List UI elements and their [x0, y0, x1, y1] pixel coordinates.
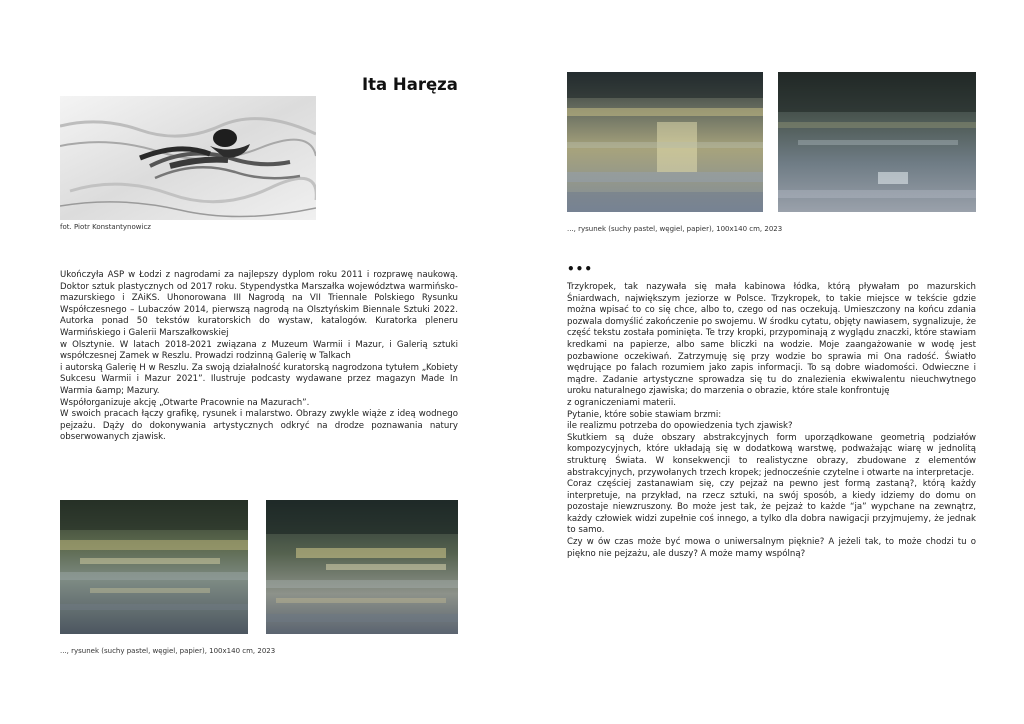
artwork-image-4 — [778, 72, 976, 212]
essay-paragraph: Trzykropek, tak nazywała się mała kabinowa łódka, którą pływałam po mazurskich Śniardwach, największym jeziorze w Polsce. Trzykropek, to takie miejsce w tekście gdzie można wpisać to co się chce, albo to, czego od nas oczekują. Umieszczony na końcu zdania pozwala domyślić zakończenie po swojemu. W środku cytatu, objęty nawiasem, sygnalizuje, że część tekstu została pominięta. Te trzy kropki, przypominają z wyglądu znaczki, które stawiam kredkami na papierze, albo same bliczki na wodzie. Moje zaangażowanie w wodę jest pozbawione oczekiwań. Zatrzymuję się przy wodzie bo sprawia mi Ona radość. Światło wędrujące po falach rozumiem jako zapis informacji. To są dobre wiadomości. Odwieczne i mądre. Zadanie artystyczne sprowadza się tu do znalezienia ekwiwalentu nieuchwytnego uroku naturalnego zjawiska; do marzenia o obrazie, które stale konfrontuję — [567, 282, 976, 397]
essay-paragraph: ile realizmu potrzeba do opowiedzenia tych zjawisk? — [567, 421, 793, 432]
bio-paragraph: Ukończyła ASP w Łodzi z nagrodami za najlepszy dyplom roku 2011 i rozprawę naukową. Doktor sztuk plastycznych od 2017 roku. Stypendystka Marszałka województwa warmińsko-mazurskiego i ZAiKS. Uhonorowana III Nagrodą na VII Triennale Polskiego Rysunku Współczesnego – Lubaczów 2014, pierwszą nagrodą na Olsztyńskim Biennale Sztuki 2022. Autorka ponad 50 tekstów kuratorskich do wystaw, katalogów. Kuratorka pleneru Warmińskiego i Galerii Marszałkowskiej — [60, 270, 458, 338]
artwork-image-1 — [60, 500, 248, 634]
right-page — [512, 0, 1024, 724]
essay-text — [567, 282, 976, 560]
essay-paragraph: Skutkiem są duże obszary abstrakcyjnych form uporządkowane geometrią podziałów kompozycyjnych, które układają się w dodatkową warstwę, podważając wiarę w jednolitą strukturę Świata. W konsekwencji to realistyczne obrazy, zbudowane z elementów abstrakcyjnych, przywołanych trzech kropek; jednocześnie czytelne i otwarte na interpretacje. — [567, 432, 976, 478]
artwork-image-3 — [567, 72, 763, 212]
artwork-caption: ..., rysunek (suchy pastel, węgiel, papier), 100x140 cm, 2023 — [567, 225, 783, 233]
artwork-image-2 — [266, 500, 458, 634]
bio-paragraph: W swoich pracach łączy grafikę, rysunek i malarstwo. Obrazy zwykle wiąże z ideą wodnego pejzażu. Dąży do dokonywania artystycznych odkryć na drodze poznawania natury obserwowanych zjawisk. — [60, 409, 458, 443]
photo-caption: fot. Piotr Konstantynowicz — [60, 223, 151, 231]
essay-paragraph: Pytanie, które sobie stawiam brzmi: — [567, 409, 722, 420]
essay-paragraph: Coraz częściej zastanawiam się, czy pejzaż na pewno jest formą zastaną?, którą każdy interpretuje, na przykład, na rzecz sztuki, na swój sposób, a kiedy idziemy do domu on pozostaje niewzruszony. Bo może jest tak, że pejzaż to każde “ja” wypchane na zewnątrz, każdy człowiek widzi zupełnie coś innego, a tylko dla dobra nawigacji przyjmujemy, że jednak to samo. — [567, 479, 976, 536]
swimmer-photo — [60, 96, 316, 220]
bio-paragraph: i autorską Galerię H w Reszlu. Za swoją działalność kuratorską nagrodzona tytułem „Kobiety Sukcesu Warmii i Mazur 2021”. Ilustruje podcasty wydawane przez magazyn Made In Warmia &amp; Mazury. — [60, 362, 458, 396]
ellipsis-mark: ••• — [567, 262, 594, 276]
essay-paragraph: Czy w ów czas może być mowa o uniwersalnym pięknie? A jeżeli tak, to może chodzi tu o piękno nie pejzażu, ale duszy? A może mamy wspólną? — [567, 537, 976, 559]
artwork-caption: ..., rysunek (suchy pastel, węgiel, papier), 100x140 cm, 2023 — [60, 647, 276, 655]
bio-text — [60, 270, 458, 444]
essay-paragraph: z ograniczeniami materii. — [567, 397, 677, 408]
bio-paragraph: w Olsztynie. W latach 2018-2021 związana z Muzeum Warmii i Mazur, i Galerią sztuki współczesnej Zamek w Reszlu. Prowadzi rodzinną Galerię w Talkach — [60, 339, 458, 362]
bio-paragraph: Współorganizuje akcję „Otwarte Pracownie na Mazurach”. — [60, 397, 310, 408]
page-title: Ita Haręza — [362, 75, 458, 94]
